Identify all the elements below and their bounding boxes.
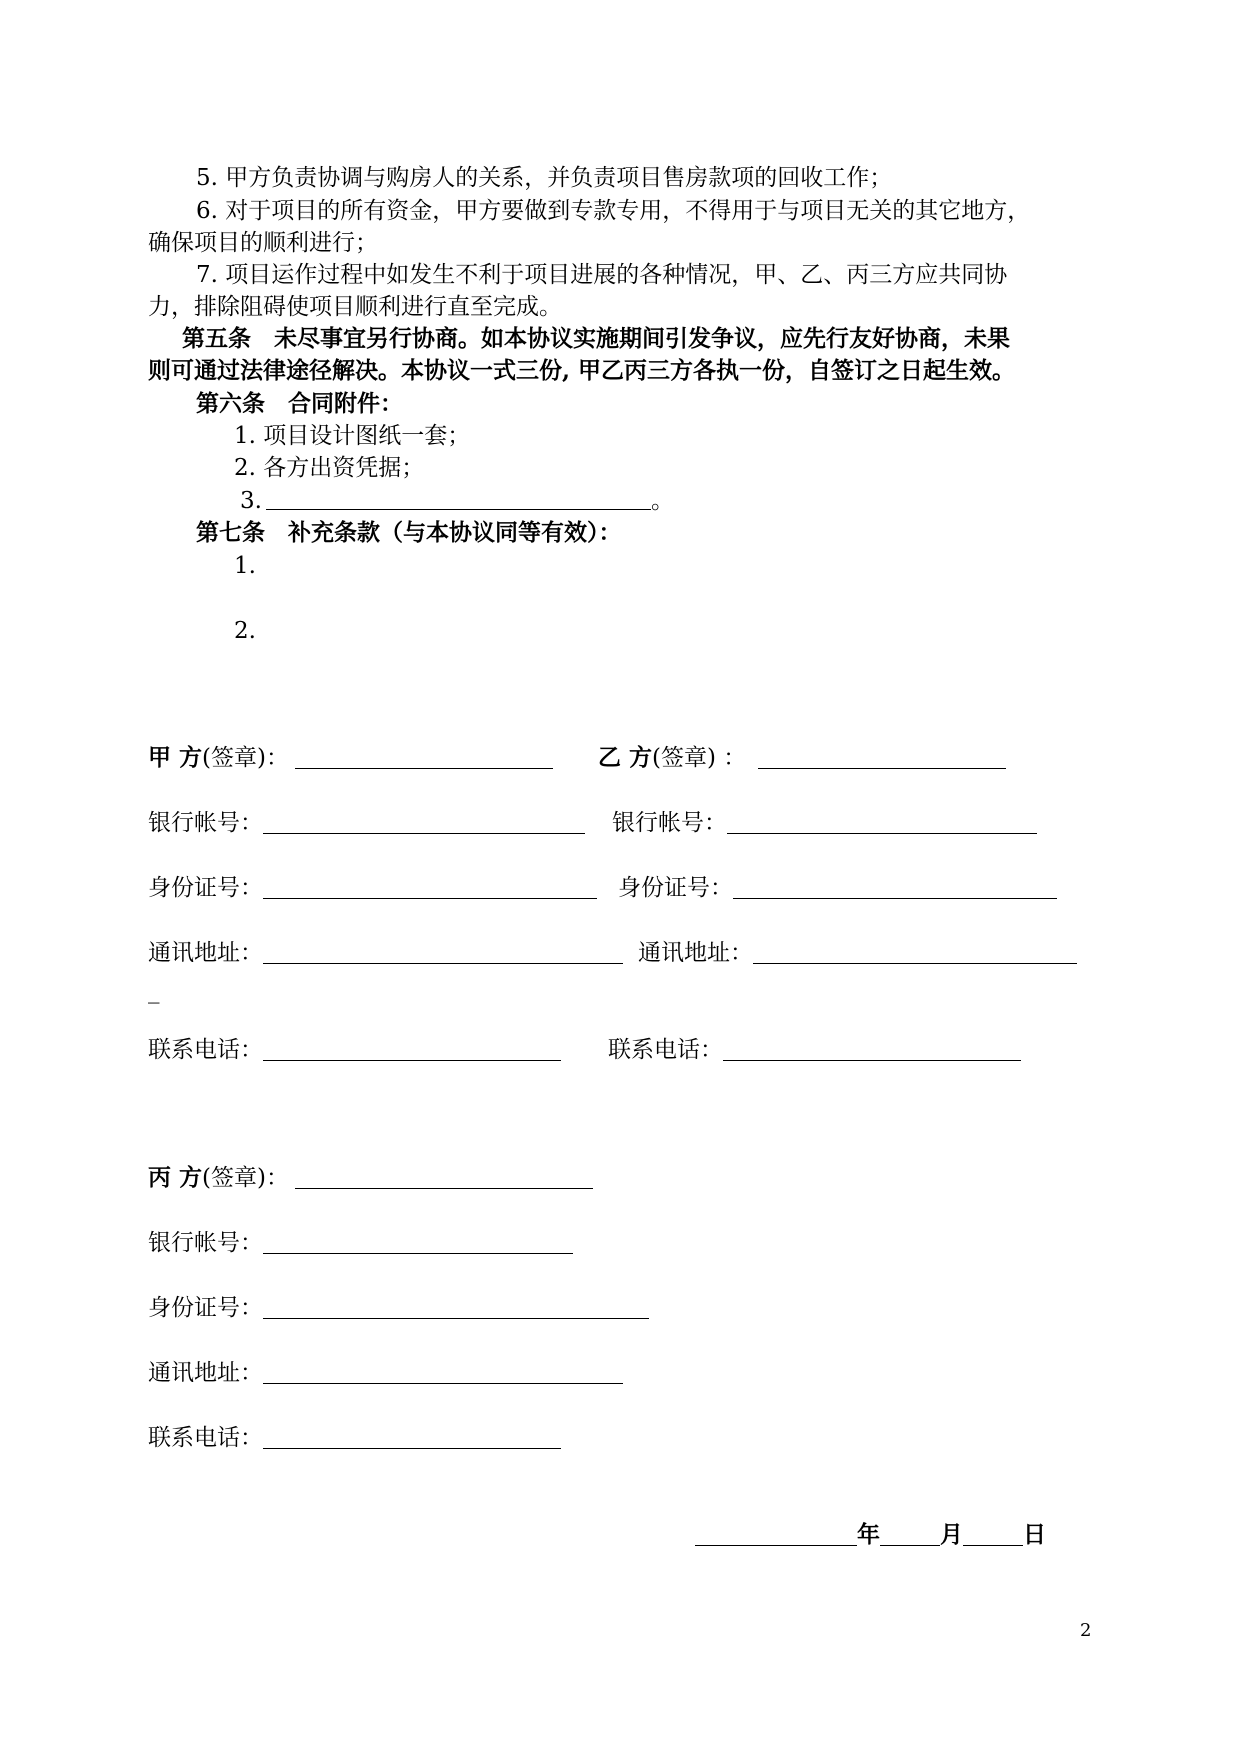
party-c-bank-row xyxy=(148,1228,573,1258)
clause5-line2: 则可通过法律途径解决。本协议一式三份, 甲乙丙三方各执一份，自签订之日起生效。 xyxy=(148,357,1016,384)
clause7-item-2: 2. xyxy=(234,618,256,644)
party-b-id-label: 身份证号： xyxy=(618,875,733,901)
party-c-phone-field[interactable] xyxy=(263,1424,561,1449)
party-b-id-row xyxy=(618,873,1057,903)
party-a-bank-row xyxy=(148,808,585,838)
date-row xyxy=(695,1520,1046,1550)
party-c-sign-row xyxy=(148,1163,593,1193)
party-a-phone-label: 联系电话： xyxy=(148,1037,263,1063)
party-a-address-field[interactable] xyxy=(263,939,623,964)
stray-underscore: _ xyxy=(148,978,160,1004)
party-b-bank-row xyxy=(612,808,1037,838)
party-b-id-field[interactable] xyxy=(733,874,1057,899)
party-a-address-label: 通讯地址： xyxy=(148,940,263,966)
page-number: 2 xyxy=(1080,1620,1092,1641)
party-a-phone-row xyxy=(148,1035,561,1065)
party-c-id-row xyxy=(148,1293,649,1323)
party-c-phone-row xyxy=(148,1423,561,1453)
party-a-bank-label: 银行帐号： xyxy=(148,810,263,836)
party-c-id-field[interactable] xyxy=(263,1294,649,1319)
party-a-id-label: 身份证号： xyxy=(148,875,263,901)
party-c-bank-label: 银行帐号： xyxy=(148,1230,263,1256)
party-a-address-row xyxy=(148,938,623,968)
party-a-sign-row xyxy=(148,743,553,773)
party-c-phone-label: 联系电话： xyxy=(148,1425,263,1451)
clause4-item-7-cont: 力，排除阻碍使项目顺利进行直至完成。 xyxy=(148,294,562,320)
date-month-label: 月 xyxy=(940,1521,963,1548)
clause7-item-1: 1. xyxy=(234,553,256,579)
party-a-seal-label: (签章)： xyxy=(202,745,289,771)
date-year-label: 年 xyxy=(857,1521,880,1548)
date-year-field[interactable] xyxy=(695,1521,857,1546)
clause7-heading: 第七条 补充条款（与本协议同等有效）： xyxy=(196,519,622,546)
party-b-bank-field[interactable] xyxy=(727,809,1037,834)
party-b-bank-label: 银行帐号： xyxy=(612,810,727,836)
party-b-phone-field[interactable] xyxy=(723,1036,1021,1061)
party-b-address-row xyxy=(638,938,1077,968)
party-a-id-row xyxy=(148,873,597,903)
clause4-item-5: 5. 甲方负责协调与购房人的关系，并负责项目售房款项的回收工作； xyxy=(196,165,893,191)
party-b-seal-label: (签章) ： xyxy=(652,745,747,771)
clause4-item-7: 7. 项目运作过程中如发生不利于项目进展的各种情况，甲、乙、丙三方应共同协 xyxy=(196,262,1008,288)
date-day-label: 日 xyxy=(1023,1521,1046,1548)
clause4-item-6-cont: 确保项目的顺利进行； xyxy=(148,230,378,256)
clause4-item-6: 6. 对于项目的所有资金，甲方要做到专款专用，不得用于与项目无关的其它地方， xyxy=(196,198,1031,224)
party-a-sign-field[interactable] xyxy=(295,744,553,769)
date-month-field[interactable] xyxy=(880,1521,940,1546)
clause6-heading: 第六条 合同附件： xyxy=(196,390,403,417)
party-c-seal-label: (签章)： xyxy=(202,1165,289,1191)
party-b-sign-row xyxy=(598,743,1006,773)
clause6-item-3-end: 。 xyxy=(651,488,674,514)
clause6-item-1: 1. 项目设计图纸一套； xyxy=(234,423,471,449)
clause6-item-3: 3. xyxy=(240,488,262,514)
party-c-address-row xyxy=(148,1358,623,1388)
party-c-id-label: 身份证号： xyxy=(148,1295,263,1321)
party-a-bank-field[interactable] xyxy=(263,809,585,834)
party-b-sign-field[interactable] xyxy=(758,744,1006,769)
party-c-address-field[interactable] xyxy=(263,1359,623,1384)
party-b-address-label: 通讯地址： xyxy=(638,940,753,966)
clause6-item-3-blank xyxy=(266,509,651,510)
party-b-address-field[interactable] xyxy=(753,939,1077,964)
party-a-label: 甲 方 xyxy=(148,744,203,771)
date-day-field[interactable] xyxy=(963,1521,1023,1546)
party-c-bank-field[interactable] xyxy=(263,1229,573,1254)
clause5-line1: 第五条 未尽事宜另行协商。如本协议实施期间引发争议，应先行友好协商，未果 xyxy=(182,325,1010,352)
party-a-phone-field[interactable] xyxy=(263,1036,561,1061)
party-b-phone-row xyxy=(608,1035,1021,1065)
party-c-sign-field[interactable] xyxy=(295,1164,593,1189)
clause6-item-2: 2. 各方出资凭据； xyxy=(234,455,425,481)
party-b-phone-label: 联系电话： xyxy=(608,1037,723,1063)
party-c-address-label: 通讯地址： xyxy=(148,1360,263,1386)
party-a-id-field[interactable] xyxy=(263,874,597,899)
party-b-label: 乙 方 xyxy=(598,744,653,771)
party-c-label: 丙 方 xyxy=(148,1164,203,1191)
